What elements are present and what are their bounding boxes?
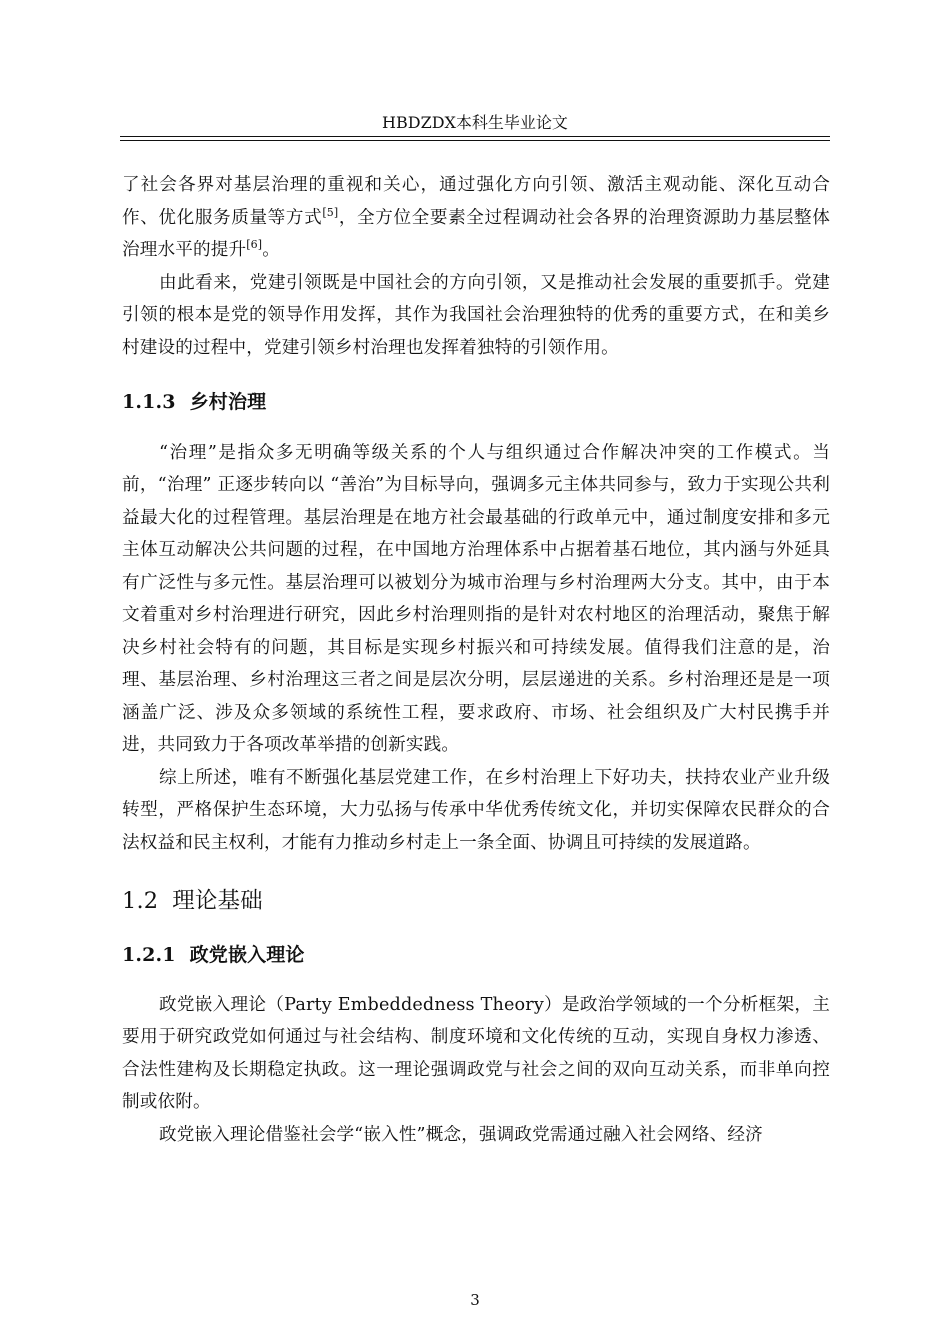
header-rule-thin — [120, 140, 830, 141]
section-heading-1-2 — [122, 883, 830, 919]
header-rule-thick — [120, 136, 830, 137]
section-number: 1.1.3 — [122, 391, 176, 413]
paragraph-text: 。 — [262, 240, 281, 260]
citation-6: [6] — [246, 238, 263, 252]
section-title: 理论基础 — [172, 888, 263, 914]
section-title: 政党嵌入理论 — [189, 944, 305, 966]
paragraph-text: ，全方位全要素全过程调动社会各界的治理资源助力基层整体治理水平的提升 — [122, 207, 830, 260]
page-number: 3 — [470, 1291, 480, 1309]
paragraph-2: 由此看来，党建引领既是中国社会的方向引领，又是推动社会发展的重要抓手。党建引领的根本是党的领导作用发挥，其作为我国社会治理独特的优秀的重要方式，在和美乡村建设的过程中，党建引领乡村治理也发挥着独特的引领作用。 — [122, 272, 830, 358]
section-heading-1-2-1 — [122, 939, 830, 972]
section-number: 1.2.1 — [122, 944, 176, 966]
paragraph-6: 政党嵌入理论借鉴社会学“嵌入性”概念，强调政党需通过融入社会网络、经济 — [159, 1124, 763, 1145]
section-heading-1-1-3 — [122, 386, 830, 419]
running-header: HBDZDX本科生毕业论文 — [382, 113, 568, 132]
paragraph-3: “治理”是指众多无明确等级关系的个人与组织通过合作解决冲突的工作模式。当前，“治理” 正逐步转向以 “善治”为目标导向，强调多元主体共同参与，致力于实现公共利益最大化的过程管理。基层治理是在地方社会最基础的行政单元中，通过制度安排和多元主体互动解决公共问题的过程，在中国地方治理体系中占据着基石地位，其内涵与外延具有广泛性与多元性。基层治理可以被划分为城市治理与乡村治理两大分支。其中，由于本文着重对乡村治理进行研究，因此乡村治理则指的是针对农村地区的治理活动，聚焦于解决乡村社会特有的问题，其目标是实现乡村振兴和可持续发展。值得我们注意的是，治理、基层治理、乡村治理这三者之间是层次分明，层层递进的关系。乡村治理还是是一项涵盖广泛、涉及众多领域的系统性工程，要求政府、市场、社会组织及广大村民携手并进，共同致力于各项改革举措的创新实践。 — [122, 442, 830, 755]
paragraph-5: 政党嵌入理论（Party Embeddedness Theory）是政治学领域的一个分析框架，主要用于研究政党如何通过与社会结构、制度环境和文化传统的互动，实现自身权力渗透、合法性建构及长期稳定执政。这一理论强调政党与社会之间的双向互动关系，而非单向控制或依附。 — [122, 994, 830, 1112]
paragraph-4: 综上所述，唯有不断强化基层党建工作，在乡村治理上下好功夫，扶持农业产业升级转型，严格保护生态环境，大力弘扬与传承中华优秀传统文化，并切实保障农民群众的合法权益和民主权利，才能有力推动乡村走上一条全面、协调且可持续的发展道路。 — [122, 767, 830, 853]
paragraph-1 — [122, 169, 830, 267]
body-text — [122, 169, 830, 1151]
paragraph-text: 了社会各界对基层治理的重视和关心，通过强化方向引领、激活主观动能、深化互动合作、优化服务质量等方式 — [122, 175, 830, 228]
section-title: 乡村治理 — [189, 391, 267, 413]
citation-5: [5] — [322, 205, 339, 219]
section-number: 1.2 — [122, 888, 159, 914]
